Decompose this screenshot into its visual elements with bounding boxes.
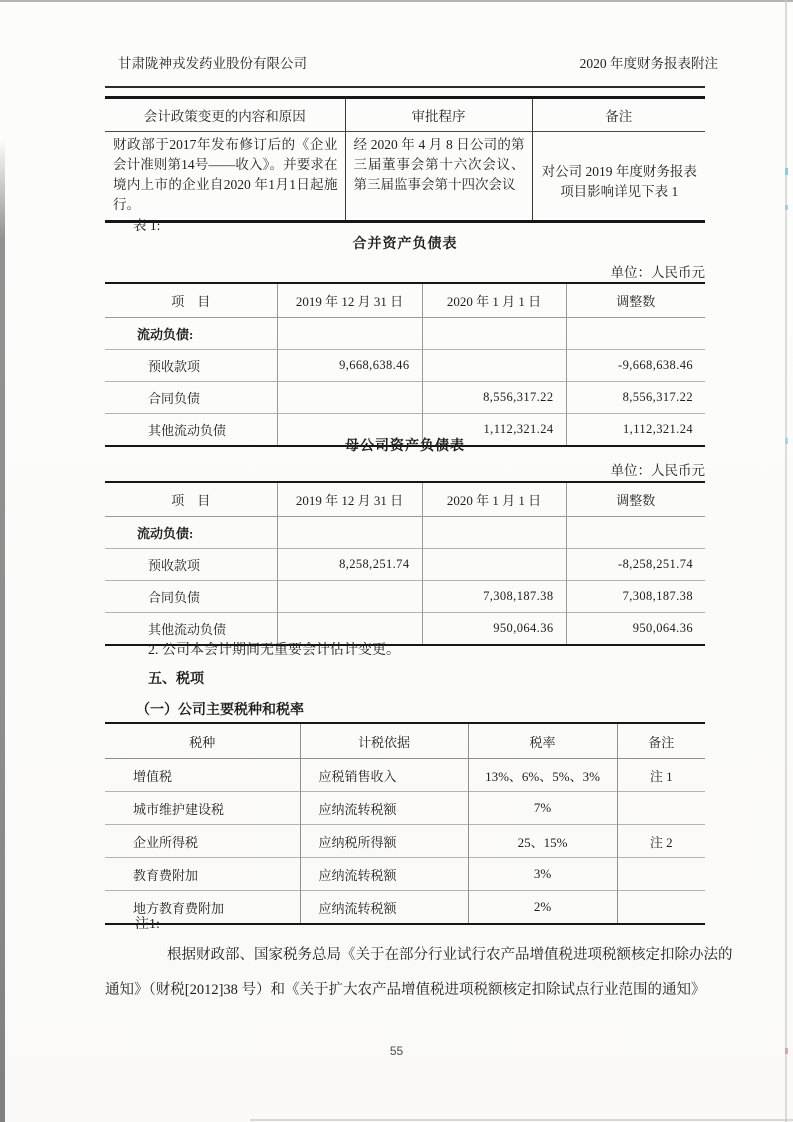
cell-remark (617, 858, 705, 891)
col-header-2019: 2019 年 12 月 31 日 (277, 482, 422, 517)
page-number: 55 (389, 1044, 404, 1058)
col-header-adjustment: 调整数 (566, 283, 705, 318)
scan-artifact-bottom-edge (250, 1119, 793, 1121)
cell-2020-value: 1,112,321.24 (422, 414, 566, 447)
cell-empty (422, 517, 566, 549)
consolidated-unit-label: 单位：人民币元 (610, 265, 705, 280)
cell-empty (277, 517, 422, 549)
scan-speck (785, 168, 788, 175)
cell-tax-type: 城市维护建设税 (105, 792, 300, 825)
cell-item: 预收款项 (105, 350, 277, 382)
col-header-remark: 备注 (617, 723, 705, 759)
table-header-row (105, 723, 705, 759)
cell-item: 合同负债 (105, 382, 277, 414)
col-header-2019: 2019 年 12 月 31 日 (277, 283, 422, 318)
cell-remark: 注 2 (617, 825, 705, 858)
cell-tax-type: 地方教育费附加 (105, 891, 300, 925)
cell-remark: 注 1 (617, 759, 705, 792)
company-name: 甘肃陇神戎发药业股份有限公司 (118, 56, 307, 71)
table-row (105, 825, 705, 858)
cell-empty (422, 318, 566, 350)
section-title-tax: 五、税项 (148, 672, 204, 687)
page-header (105, 52, 720, 72)
cell-2020-value (422, 350, 566, 382)
cell-tax-basis: 应纳流转税额 (300, 891, 468, 925)
scan-speck (785, 438, 788, 444)
col-header-2020: 2020 年 1 月 1 日 (422, 283, 566, 318)
cell-item: 预收款项 (105, 549, 277, 581)
parent-table-title: 母公司资产负债表 (345, 439, 465, 454)
cell-2019-value: 8,258,251.74 (277, 549, 422, 581)
cell-adjustment-value: -8,258,251.74 (566, 549, 705, 581)
footnote-paragraph (105, 938, 733, 1008)
table-row (105, 549, 705, 581)
header-rule (105, 86, 705, 88)
cell-tax-type: 教育费附加 (105, 858, 300, 891)
parent-unit-label: 单位：人民币元 (610, 463, 705, 478)
col-header-item: 项 目 (105, 482, 277, 517)
cell-adjustment-value: 7,308,187.38 (566, 581, 705, 613)
scan-speck (785, 205, 788, 210)
table-row (105, 581, 705, 613)
cell-remark: 对公司 2019 年度财务报表项目影响详见下表 1 (532, 132, 705, 222)
cell-approval-procedure: 经 2020 年 4 月 8 日公司的第三届董事会第十六次会议、第三届监事会第十四次会议 (345, 132, 532, 222)
col-header-2020: 2020 年 1 月 1 日 (422, 482, 566, 517)
scan-artifact-top-edge (0, 0, 793, 2)
table1-label: 表 1: (133, 218, 161, 233)
cell-adjustment-value: 8,556,317.22 (566, 382, 705, 414)
cell-tax-rate: 7% (468, 792, 617, 825)
cell-tax-basis: 应纳税所得额 (300, 825, 468, 858)
cell-tax-basis: 应税销售收入 (300, 759, 468, 792)
scan-artifact-left-edge (0, 140, 5, 1122)
col-header-item: 项 目 (105, 283, 277, 318)
cell-policy-content: 财政部于2017年发布修订后的《企业会计准则第14号——收入》。并要求在境内上市的企业自2020 年1月1日起施行。 (113, 137, 338, 212)
subsection-title-tax-rates: （一）公司主要税种和税率 (136, 703, 304, 718)
cell-adjustment-value: 1,112,321.24 (566, 414, 705, 447)
table-row (105, 350, 705, 382)
table-row (105, 858, 705, 891)
cell-tax-rate: 25、15% (468, 825, 617, 858)
cell-tax-type: 增值税 (105, 759, 300, 792)
document-title: 2020 年度财务报表附注 (579, 56, 718, 71)
col-header-policy-content: 会计政策变更的内容和原因 (105, 98, 345, 132)
cell-tax-rate: 13%、6%、5%、3% (468, 759, 617, 792)
consolidated-table-title: 合并资产负债表 (352, 237, 458, 252)
table-row (105, 759, 705, 792)
cell-empty (566, 517, 705, 549)
note-no-estimate-change: 2. 公司本会计期间无重要会计估计变更。 (148, 643, 400, 658)
group-row-current-liabilities (105, 517, 705, 549)
col-header-remark: 备注 (532, 98, 705, 132)
cell-tax-basis: 应纳流转税额 (300, 792, 468, 825)
col-header-approval-procedure: 审批程序 (345, 98, 532, 132)
cell-remark (617, 792, 705, 825)
table-header-row (105, 98, 705, 132)
cell-item: 其他流动负债 (105, 414, 277, 447)
cell-item: 其他流动负债 (105, 613, 277, 646)
cell-2019-value: 9,668,638.46 (277, 350, 422, 382)
footnote-label: 注1: (135, 917, 160, 932)
col-header-adjustment: 调整数 (566, 482, 705, 517)
table-row (105, 132, 705, 222)
footnote-line: 根据财政部、国家税务总局《关于在部分行业试行农产品增值税进项税额核定扣除办法的 (167, 947, 733, 963)
cell-2020-value: 7,308,187.38 (422, 581, 566, 613)
table-row (105, 792, 705, 825)
cell-adjustment-value: 950,064.36 (566, 613, 705, 646)
cell-empty (277, 318, 422, 350)
parent-balance-sheet-table (105, 481, 705, 646)
cell-tax-rate: 2% (468, 891, 617, 925)
cell-empty (566, 318, 705, 350)
policy-change-table (105, 96, 705, 223)
col-header-tax-type: 税种 (105, 723, 300, 759)
cell-item: 合同负债 (105, 581, 277, 613)
group-row-current-liabilities (105, 318, 705, 350)
cell-tax-rate: 3% (468, 858, 617, 891)
cell-2020-value: 950,064.36 (422, 613, 566, 646)
table-header-row (105, 283, 705, 318)
cell-tax-basis: 应纳流转税额 (300, 858, 468, 891)
cell-2019-value (277, 581, 422, 613)
consolidated-balance-sheet-table (105, 282, 705, 447)
cell-2020-value (422, 549, 566, 581)
table-header-row (105, 482, 705, 517)
group-label: 流动负债: (105, 517, 277, 549)
col-header-tax-rate: 税率 (468, 723, 617, 759)
cell-tax-type: 企业所得税 (105, 825, 300, 858)
group-label: 流动负债: (105, 318, 277, 350)
tax-rate-table (105, 722, 705, 925)
cell-adjustment-value: -9,668,638.46 (566, 350, 705, 382)
footnote-line: 通知》（财税[2012]38 号）和《关于扩大农产品增值税进项税额核定扣除试点行业范围的通知》 (105, 982, 706, 998)
cell-2020-value: 8,556,317.22 (422, 382, 566, 414)
col-header-tax-basis: 计税依据 (300, 723, 468, 759)
table-row (105, 382, 705, 414)
cell-2019-value (277, 382, 422, 414)
